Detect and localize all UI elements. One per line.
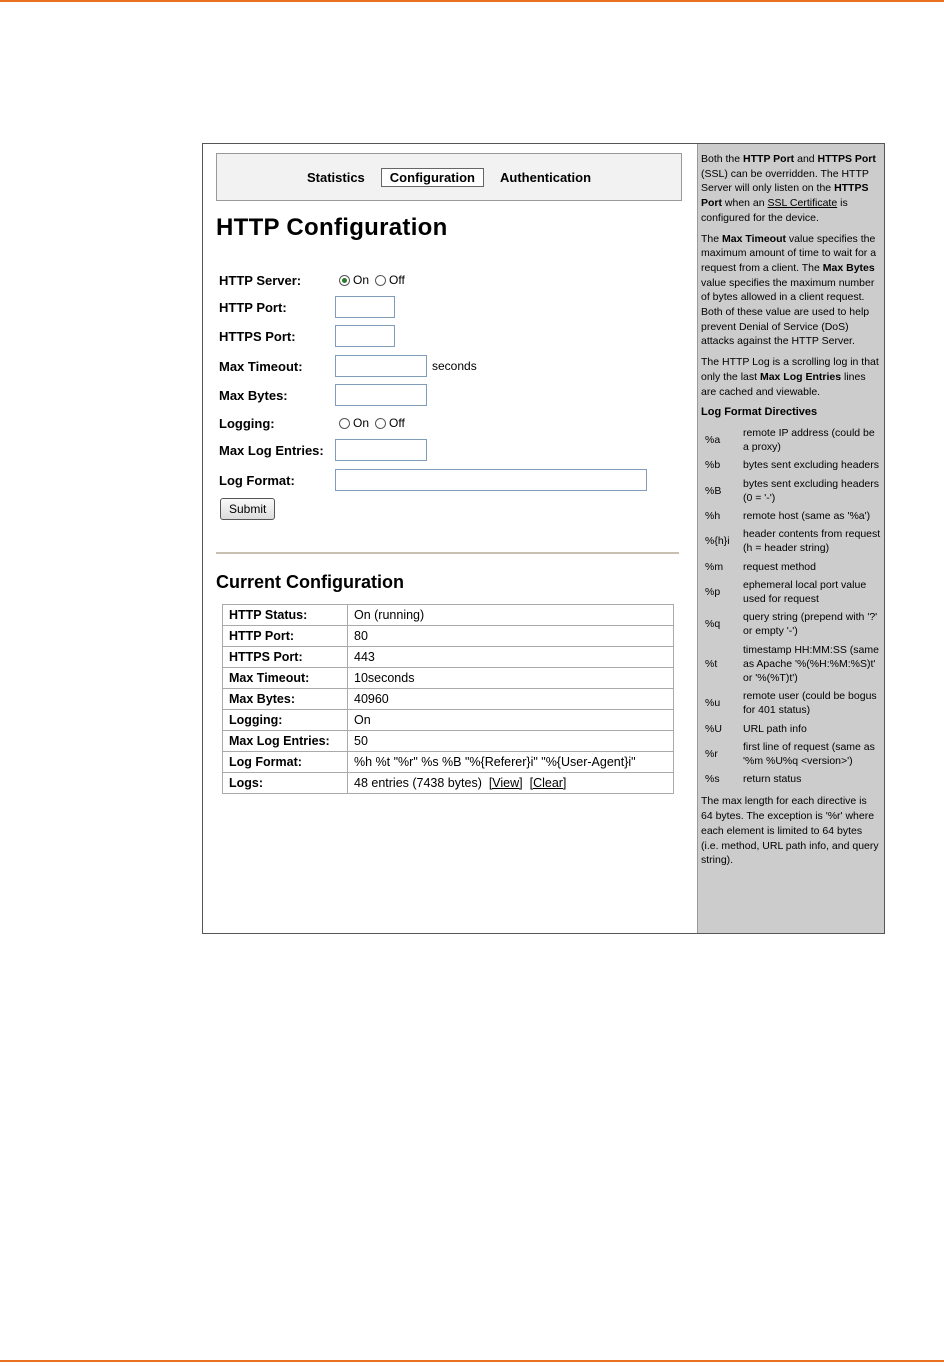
directive-row — [701, 770, 881, 788]
logging-label: Logging: — [219, 415, 275, 431]
log-format-input[interactable] — [335, 469, 647, 491]
directive-desc: header contents from request (h = header string) — [743, 528, 881, 555]
help-text: (SSL) can be overridden. The HTTP Server will only listen on the — [701, 167, 869, 195]
directive-code: %{h}i — [705, 535, 730, 548]
help-text: when an — [722, 197, 768, 210]
https-port-label: HTTPS Port: — [219, 328, 296, 344]
table-row — [223, 647, 674, 668]
directive-code: %h — [705, 509, 721, 522]
help-text: The HTTP Log is a scrolling log in that only the last — [701, 356, 879, 383]
max-log-entries-input[interactable] — [335, 439, 427, 461]
directive-code: %u — [705, 697, 721, 710]
help-bold: HTTPS Port — [701, 182, 869, 210]
directive-desc: first line of request (same as '%m %U%q <version>') — [743, 740, 875, 768]
http-server-label: HTTP Server: — [219, 272, 302, 288]
http-port-key: HTTP Port: — [223, 626, 348, 647]
http-port-label: HTTP Port: — [219, 299, 287, 315]
clear-logs-link[interactable]: [Clear] — [529, 776, 567, 790]
help-bold: Max Log Entries — [759, 370, 842, 383]
http-port-value: 80 — [348, 626, 674, 647]
help-text: value specifies the maximum number of bytes allowed in a client request. Both of these value are used to help prevent Denial of Service (DoS) attacks against the HTTP Server. — [701, 276, 875, 348]
logs-key: Logs: — [223, 773, 348, 794]
directive-row — [701, 738, 881, 770]
logging-off-label: Off — [389, 416, 405, 430]
table-row — [223, 710, 674, 731]
http-server-on-label: On — [353, 273, 370, 287]
directives-heading: Log Format Directives — [701, 406, 818, 419]
https-port-input[interactable] — [335, 325, 395, 347]
help-text: is configured for the device. — [701, 197, 848, 224]
max-timeout-value: 10seconds — [348, 668, 674, 689]
table-row — [223, 668, 674, 689]
max-timeout-input[interactable] — [335, 355, 427, 377]
max-bytes-input[interactable] — [335, 384, 427, 406]
directive-code: %m — [705, 560, 724, 573]
https-port-value: 443 — [348, 647, 674, 668]
view-logs-link[interactable]: [View] — [488, 776, 523, 790]
max-log-entries-value: 50 — [348, 731, 674, 752]
directive-row — [701, 475, 881, 507]
table-row — [223, 605, 674, 626]
help-text: value specifies the maximum amount of time to wait for a request from a client. The — [701, 232, 877, 274]
max-bytes-key: Max Bytes: — [223, 689, 348, 710]
directive-desc: remote host (same as '%a') — [743, 509, 871, 522]
ssl-certificate-link[interactable]: SSL Certificate — [767, 197, 838, 210]
main-panel — [203, 144, 697, 933]
directive-code: %r — [705, 747, 718, 760]
directive-desc: timestamp HH:MM:SS (same as Apache '%(%H:%M:%S)t' or '%(%T)t') — [743, 643, 879, 684]
table-row — [223, 626, 674, 647]
http-server-off-radio[interactable] — [375, 275, 386, 286]
help-timeout-paragraph — [701, 232, 881, 350]
log-format-key: Log Format: — [223, 752, 348, 773]
help-text: The — [701, 232, 723, 245]
max-bytes-label: Max Bytes: — [219, 387, 288, 403]
help-text: lines are cached and viewable. — [701, 370, 866, 398]
http-status-key: HTTP Status: — [223, 605, 348, 626]
help-maxlen-paragraph: The max length for each directive is 64 bytes. The exception is '%r' where each element is limited to 64 bytes (i.e. method, URL path info, and query string). — [701, 795, 879, 867]
directive-row — [701, 641, 881, 688]
directive-row — [701, 525, 881, 557]
submit-button[interactable]: Submit — [220, 498, 275, 520]
directive-code: %p — [705, 585, 721, 598]
section-divider — [216, 552, 679, 554]
help-sidebar — [697, 144, 884, 933]
max-log-entries-key: Max Log Entries: — [223, 731, 348, 752]
directive-code: %a — [705, 434, 721, 447]
directive-row — [701, 558, 881, 576]
max-timeout-key: Max Timeout: — [223, 668, 348, 689]
bottom-rule — [0, 1360, 944, 1362]
max-timeout-label: Max Timeout: — [219, 358, 303, 374]
logs-value-cell — [348, 773, 674, 794]
top-rule — [0, 0, 944, 2]
logging-off-radio[interactable] — [375, 418, 386, 429]
http-server-off-label: Off — [389, 273, 405, 287]
nav-bar — [216, 153, 682, 201]
tab-statistics[interactable]: Statistics — [306, 169, 365, 185]
directive-row — [701, 608, 881, 640]
directive-code: %b — [705, 459, 721, 472]
help-log-paragraph — [701, 355, 881, 399]
table-row — [223, 773, 674, 794]
directive-code: %U — [705, 722, 722, 735]
help-bold: Max Timeout — [722, 232, 786, 245]
current-config-heading: Current Configuration — [216, 572, 404, 592]
directive-desc: bytes sent excluding headers (0 = '-') — [743, 477, 880, 504]
directive-desc: return status — [743, 773, 802, 786]
help-bold: Max Bytes — [822, 261, 875, 274]
directive-desc: bytes sent excluding headers — [743, 459, 880, 472]
directive-row — [701, 456, 881, 474]
directive-desc: query string (prepend with '?' or empty '-') — [743, 611, 878, 638]
screenshot-frame — [202, 143, 885, 934]
help-bold: HTTPS Port — [817, 153, 876, 165]
directive-desc: remote user (could be bogus for 401 status) — [743, 690, 877, 717]
directive-desc: ephemeral local port value used for request — [743, 578, 867, 605]
http-port-input[interactable] — [335, 296, 395, 318]
logging-on-label: On — [353, 416, 370, 430]
directive-desc: remote IP address (could be a proxy) — [743, 426, 875, 454]
tab-configuration[interactable]: Configuration — [381, 168, 484, 187]
directive-code: %B — [705, 484, 722, 497]
http-status-value: On (running) — [348, 605, 674, 626]
page-title: HTTP Configuration — [216, 214, 448, 241]
tab-authentication[interactable]: Authentication — [500, 169, 592, 185]
help-text: Both the — [701, 153, 744, 165]
logging-on-radio[interactable] — [339, 418, 350, 429]
logging-key: Logging: — [223, 710, 348, 731]
directive-row — [701, 507, 881, 525]
directive-code: %s — [705, 773, 720, 786]
directive-row — [701, 687, 881, 719]
directive-code: %t — [705, 657, 718, 670]
directive-code: %q — [705, 618, 721, 631]
directive-row — [701, 576, 881, 608]
table-row — [223, 731, 674, 752]
directive-row — [701, 720, 881, 738]
logging-value: On — [348, 710, 674, 731]
log-format-label: Log Format: — [219, 472, 295, 488]
max-log-entries-label: Max Log Entries: — [219, 442, 324, 458]
log-format-value: %h %t "%r" %s %B "%{Referer}i" "%{User-Agent}i" — [348, 752, 674, 773]
https-port-key: HTTPS Port: — [223, 647, 348, 668]
directive-desc: request method — [743, 560, 816, 573]
help-text: and — [794, 153, 818, 165]
table-row — [223, 752, 674, 773]
current-config-table — [222, 604, 674, 794]
directive-row — [701, 424, 881, 456]
max-timeout-unit: seconds — [432, 359, 477, 373]
help-ports-paragraph — [701, 152, 881, 226]
directive-desc: URL path info — [743, 722, 807, 735]
help-bold: HTTP Port — [743, 153, 795, 165]
max-bytes-value: 40960 — [348, 689, 674, 710]
table-row — [223, 689, 674, 710]
http-server-on-radio[interactable] — [339, 275, 350, 286]
logs-value: 48 entries (7438 bytes) — [354, 776, 482, 790]
directives-table — [701, 424, 881, 788]
